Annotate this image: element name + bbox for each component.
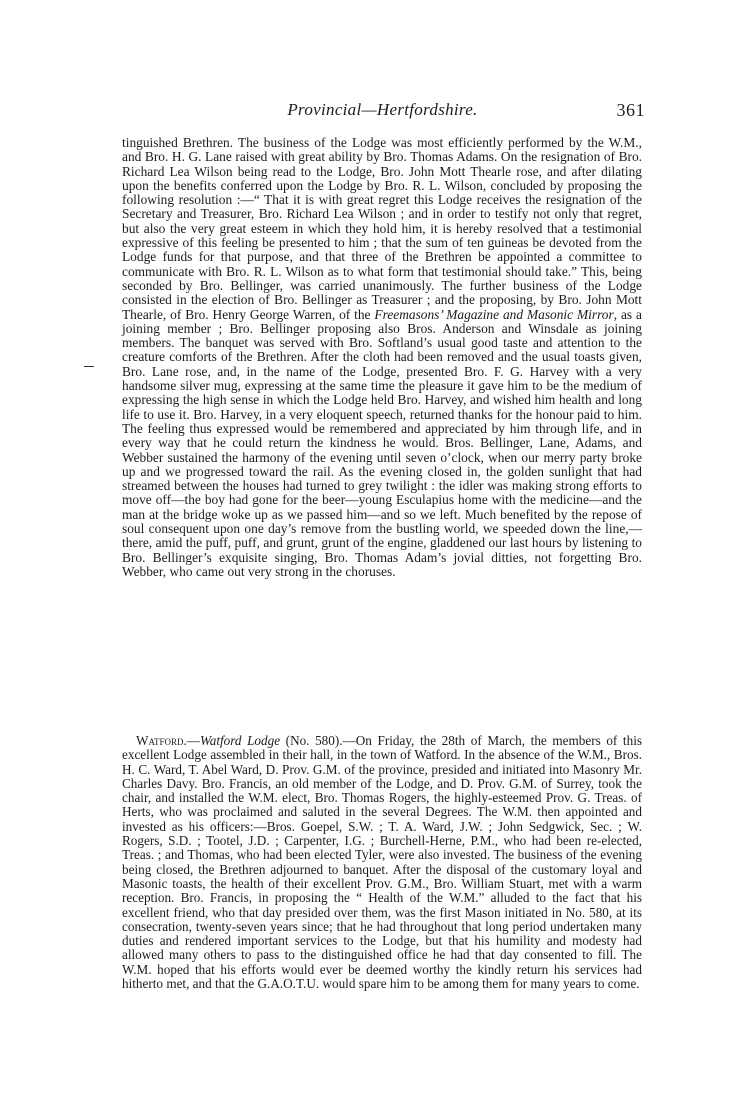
- lodge-name: Watford Lodge: [199, 733, 281, 748]
- page-number: 361: [616, 100, 645, 120]
- margin-mark: [84, 366, 94, 367]
- paragraph-text: [122, 136, 642, 579]
- paragraph-text-part-a: tinguished Brethren. The business of the Lodge was most efficiently performed by the W.M., and Bro. H. G. Lane raised with great ability by Bro. Thomas Adams. On the resignation of Bro. Richard Lea Wilson being read to the Lodge, Bro. John Mott Thearle rose, and after dilating upon the benefits conferred upon the Lodge by Bro. R. L. Wilson, concluded by proposing the following resolution :—“ That it is with great regret this Lodge receives the resignation of the Secretary and Treasurer, Bro. Richard Lea Wilson ; and in order to testify not only that regret, but also the very great esteem in which they hold him, it is hereby resolved that a testimonial expressive of this feeling be presented to him ; that the sum of ten guineas be devoted from the Lodge funds for that purpose, and that three of the Brethren be appointed a committee to communicate with Bro. R. L. Wilson as to what form that testimonial should take.” This, being seconded by Bro. Bellinger, was carried unanimously. The further business of the Lodge consisted in the election of Bro. Bellinger as Treasurer ; and the proposing, by Bro. John Mott Thearle, of Bro. Henry George Warren, of the: [122, 135, 642, 322]
- page-header: [120, 100, 645, 124]
- paragraph-body: (No. 580).—On Friday, the 28th of March, the members of this excellent Lodge assembled in their hall, in the town of Watford. In the absence of the W.M., Bros. H. C. Ward, T. Abel Ward, D. Prov. G.M. of the province, presided and initiated into Masonry Mr. Charles Davy. Bro. Francis, an old member of the Lodge, and D. Prov. G.M. of Surrey, took the chair, and installed the W.M. elect, Bro. Thomas Rogers, the highly-esteemed Prov. G. Treas. of Herts, who was proclaimed and saluted in the several Degrees. The W.M. then appointed and invested as his officers:—Bros. Goepel, S.W. ; T. A. Ward, J.W. ; John Sedgwick, Sec. ; W. Rogers, S.D. ; Tootel, J.D. ; Carpenter, I.G. ; Burchell-Herne, P.M., who had been re-elected, Treas. ; and Thomas, who had been elected Tyler, were also invested. The business of the evening being closed, the Brethren adjourned to banquet. After the disposal of the customary loyal and Masonic toasts, the health of their excellent Prov. G.M., Bro. William Stuart, met with a warm reception. Bro. Francis, in proposing the “ Health of the W.M.” alluded to the fact that his excellent friend, who that day presided over them, was the first Mason initiated in No. 580, at its consecration, twenty-seven years since; that he had throughout that long period undertaken many duties and rendered important services to the Lodge, but that his humility and modesty had allowed many others to pass to the distinguished office he had that day consented to fill. The W.M. hoped that his efforts would ever be deemed worthy the kindly return his services had hitherto met, and that the G.A.O.T.U. would spare him to be among them for many years to come.: [122, 733, 642, 992]
- paragraph-text-part-b: , as a joining member ; Bro. Bellinger proposing also Bros. Anderson and Winsdale as joining members. The banquet was served with Bro. Softland’s usual good taste and attention to the creature comforts of the Brethren. After the cloth had been removed and the usual toasts given, Bro. Lane rose, and, in the name of the Lodge, presented Bro. F. G. Harvey with a very handsome silver mug, expressing at the same time the pleasure it gave him to be the medium of expressing the high sense in which the Lodge held Bro. Harvey, and wished him health and long life to use it. Bro. Harvey, in a very eloquent speech, returned thanks for the honour paid to him. The feeling thus expressed would be remembered and appreciated by him through life, and in every way that he could return the kindness he would. Bros. Bellinger, Lane, Adams, and Webber sustained the harmony of the evening until seven o’clock, when our merry party broke up and we progressed toward the rail. As the evening closed in, the golden sunlight that had streamed between the houses had turned to grey twilight : the idler was making strong efforts to move off—the boy had gone for the beer—young Esculapius home with the medicine—and the man at the bridge woke up as we passed him—and so we left. Much benefited by the repose of soul consequent upon one day’s remove from the bustling world, we speeded down the line,—there, amid the puff, puff, and grunt, grunt of the engine, gladdened our last hours by listening to Bro. Bellinger’s exquisite singing, Bro. Thomas Adam’s jovial ditties, not forgetting Bro. Webber, who came out very strong in the choruses.: [122, 306, 642, 579]
- heading-dash: —: [186, 733, 200, 748]
- paragraph-lodge-report: [122, 136, 642, 579]
- running-title: Provincial—Hertfordshire.: [287, 100, 478, 119]
- place-heading: Watford.: [136, 733, 187, 748]
- magazine-title: Freemasons’ Magazine and Masonic Mirror: [374, 306, 614, 322]
- paragraph-text: [122, 734, 642, 991]
- paragraph-watford: [122, 734, 642, 991]
